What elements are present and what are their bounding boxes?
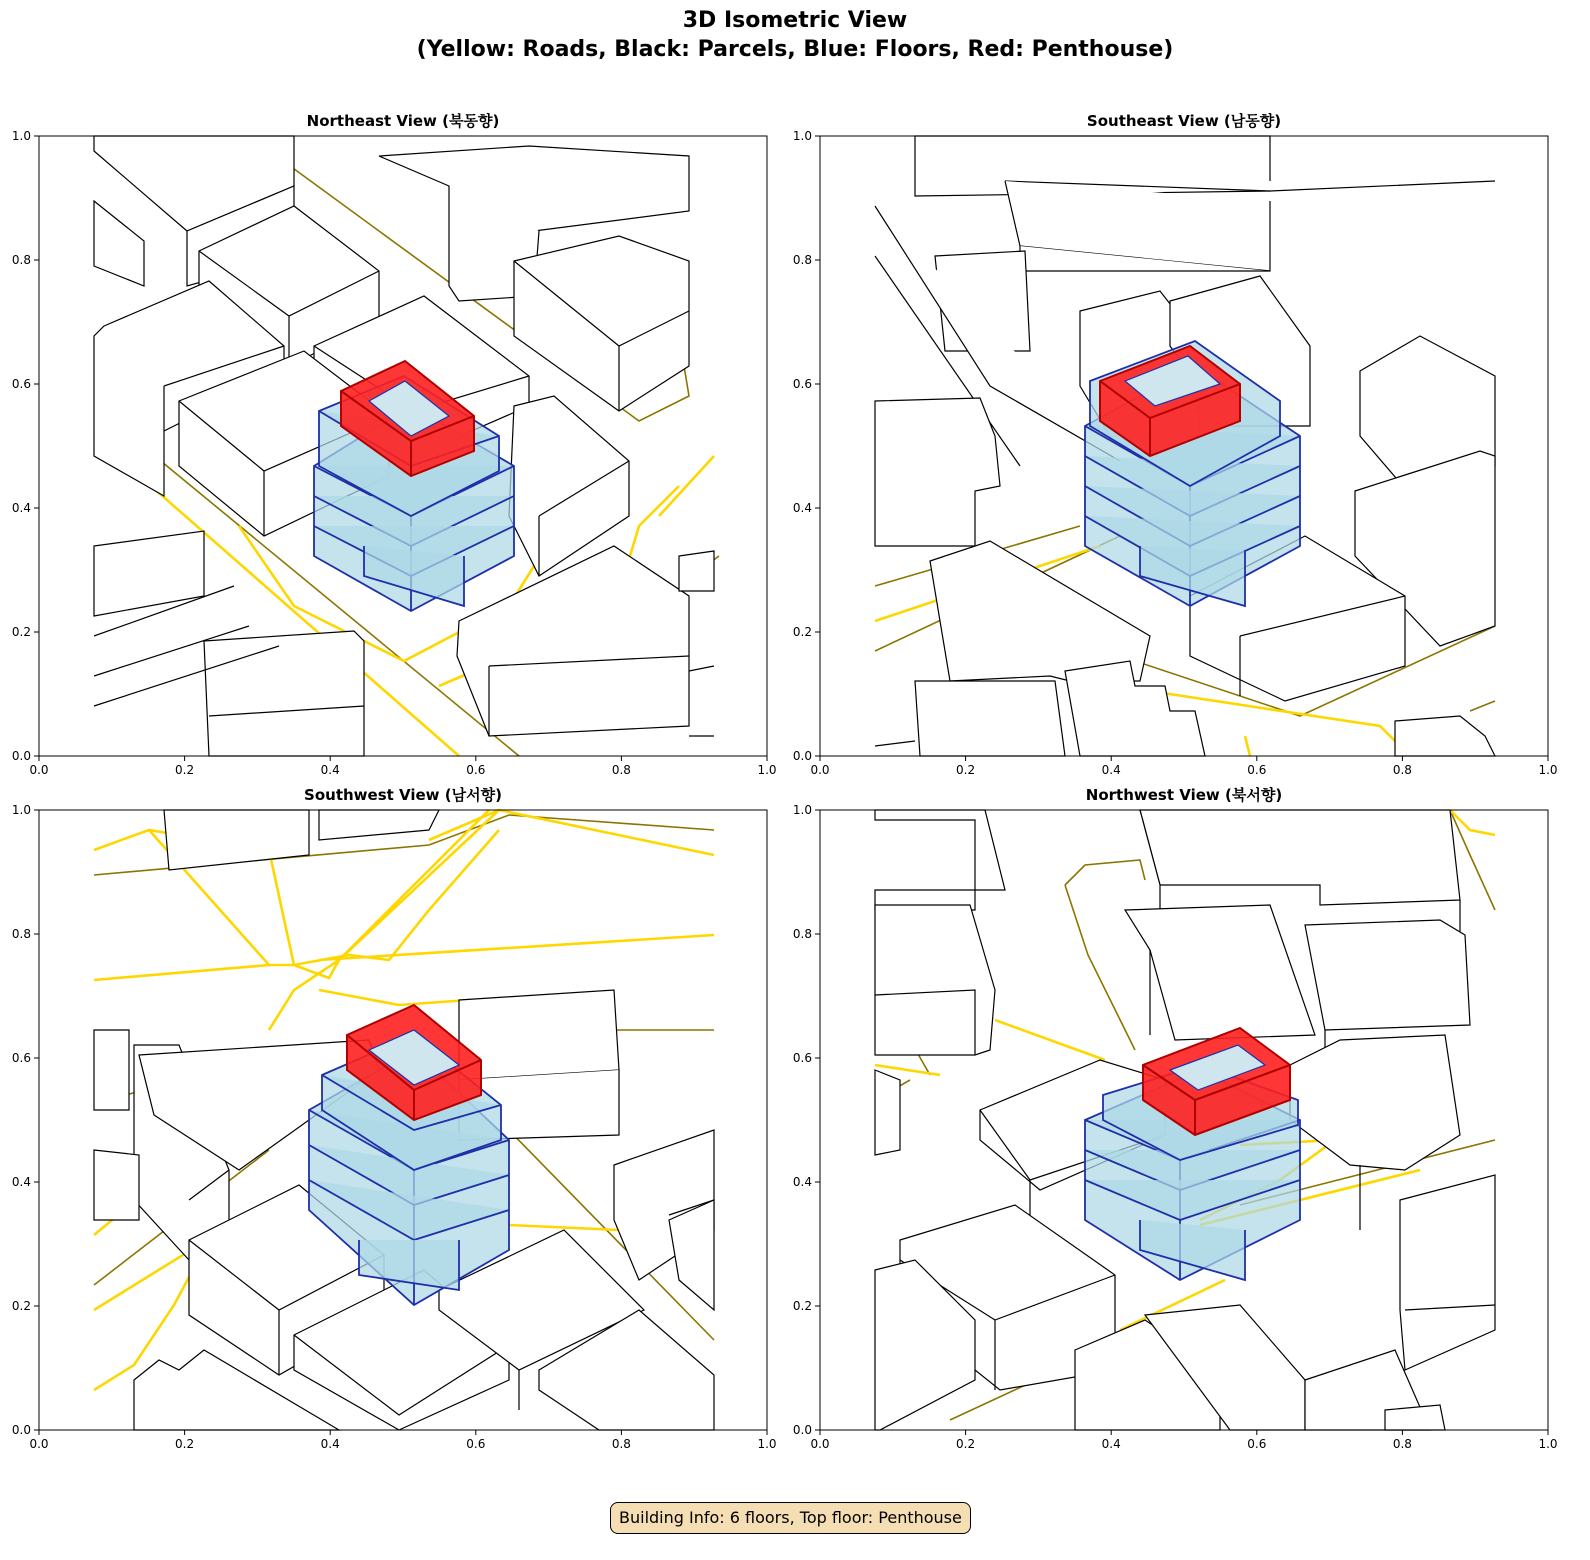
y-ticks <box>12 129 39 763</box>
scene-northwest <box>875 810 1495 1430</box>
y-tick-label: 1.0 <box>11 803 31 817</box>
x-tick-label: 0.2 <box>175 1437 195 1451</box>
x-ticks <box>29 756 776 777</box>
x-tick-label: 0.8 <box>1392 763 1412 777</box>
figure-title-line2: (Yellow: Roads, Black: Parcels, Blue: Floors, Red: Penthouse) <box>416 37 1174 62</box>
y-tick-label: 0.2 <box>792 1299 812 1313</box>
y-tick-label: 0.0 <box>792 749 812 763</box>
figure-title-line1: 3D Isometric View <box>682 8 908 33</box>
scene-northeast <box>94 136 719 756</box>
axes-northwest <box>792 803 1558 1451</box>
x-tick-label: 0.8 <box>611 763 631 777</box>
building-info-box: Building Info: 6 floors, Top floor: Penthouse <box>610 1502 971 1534</box>
x-tick-label: 0.8 <box>611 1437 631 1451</box>
y-tick-label: 0.2 <box>11 1299 31 1313</box>
x-tick-label: 0.6 <box>466 1437 486 1451</box>
x-ticks <box>29 1430 776 1451</box>
panel-title-northeast: Northeast View (북동향) <box>306 112 500 130</box>
x-tick-label: 0.0 <box>810 763 830 777</box>
axes-southeast <box>792 129 1558 777</box>
x-tick-label: 0.2 <box>175 763 195 777</box>
figure-title <box>0 6 1590 64</box>
y-tick-label: 0.6 <box>792 1051 812 1065</box>
panel-title-southwest: Southwest View (남서향) <box>304 786 502 804</box>
y-ticks <box>793 803 820 1437</box>
y-ticks <box>12 803 39 1437</box>
axes-southwest <box>11 803 777 1451</box>
x-tick-label: 0.0 <box>810 1437 830 1451</box>
x-ticks <box>810 756 1557 777</box>
axes-northeast <box>11 129 777 777</box>
scene-southwest <box>94 810 714 1430</box>
x-tick-label: 1.0 <box>1538 763 1558 777</box>
y-tick-label: 0.6 <box>792 377 812 391</box>
y-tick-label: 0.6 <box>11 1051 31 1065</box>
x-tick-label: 0.2 <box>956 763 976 777</box>
panel-title-northwest: Northwest View (북서향) <box>1085 786 1283 804</box>
x-tick-label: 0.0 <box>29 763 49 777</box>
y-ticks <box>793 129 820 763</box>
y-tick-label: 1.0 <box>11 129 31 143</box>
y-tick-label: 0.2 <box>11 625 31 639</box>
x-tick-label: 1.0 <box>757 1437 777 1451</box>
y-tick-label: 0.8 <box>792 927 812 941</box>
x-tick-label: 0.6 <box>1247 1437 1267 1451</box>
y-tick-label: 0.4 <box>11 1175 31 1189</box>
x-tick-label: 0.8 <box>1392 1437 1412 1451</box>
y-tick-label: 0.4 <box>792 501 812 515</box>
y-tick-label: 0.4 <box>792 1175 812 1189</box>
x-tick-label: 0.0 <box>29 1437 49 1451</box>
x-tick-label: 1.0 <box>1538 1437 1558 1451</box>
y-tick-label: 0.6 <box>11 377 31 391</box>
y-tick-label: 1.0 <box>792 803 812 817</box>
x-tick-label: 0.2 <box>956 1437 976 1451</box>
y-tick-label: 0.8 <box>11 927 31 941</box>
y-tick-label: 0.8 <box>792 253 812 267</box>
x-tick-label: 0.4 <box>1101 1437 1121 1451</box>
panel-title-southeast: Southeast View (남동향) <box>1086 112 1282 130</box>
y-tick-label: 0.0 <box>11 1423 31 1437</box>
x-tick-label: 0.6 <box>466 763 486 777</box>
x-tick-label: 0.4 <box>320 1437 340 1451</box>
x-tick-label: 0.4 <box>1101 763 1121 777</box>
y-tick-label: 0.8 <box>11 253 31 267</box>
y-tick-label: 1.0 <box>792 129 812 143</box>
y-tick-label: 0.2 <box>792 625 812 639</box>
y-tick-label: 0.0 <box>792 1423 812 1437</box>
x-tick-label: 0.4 <box>320 763 340 777</box>
x-tick-label: 1.0 <box>757 763 777 777</box>
y-tick-label: 0.4 <box>11 501 31 515</box>
scene-southeast <box>875 136 1495 756</box>
y-tick-label: 0.0 <box>11 749 31 763</box>
x-tick-label: 0.6 <box>1247 763 1267 777</box>
x-ticks <box>810 1430 1557 1451</box>
